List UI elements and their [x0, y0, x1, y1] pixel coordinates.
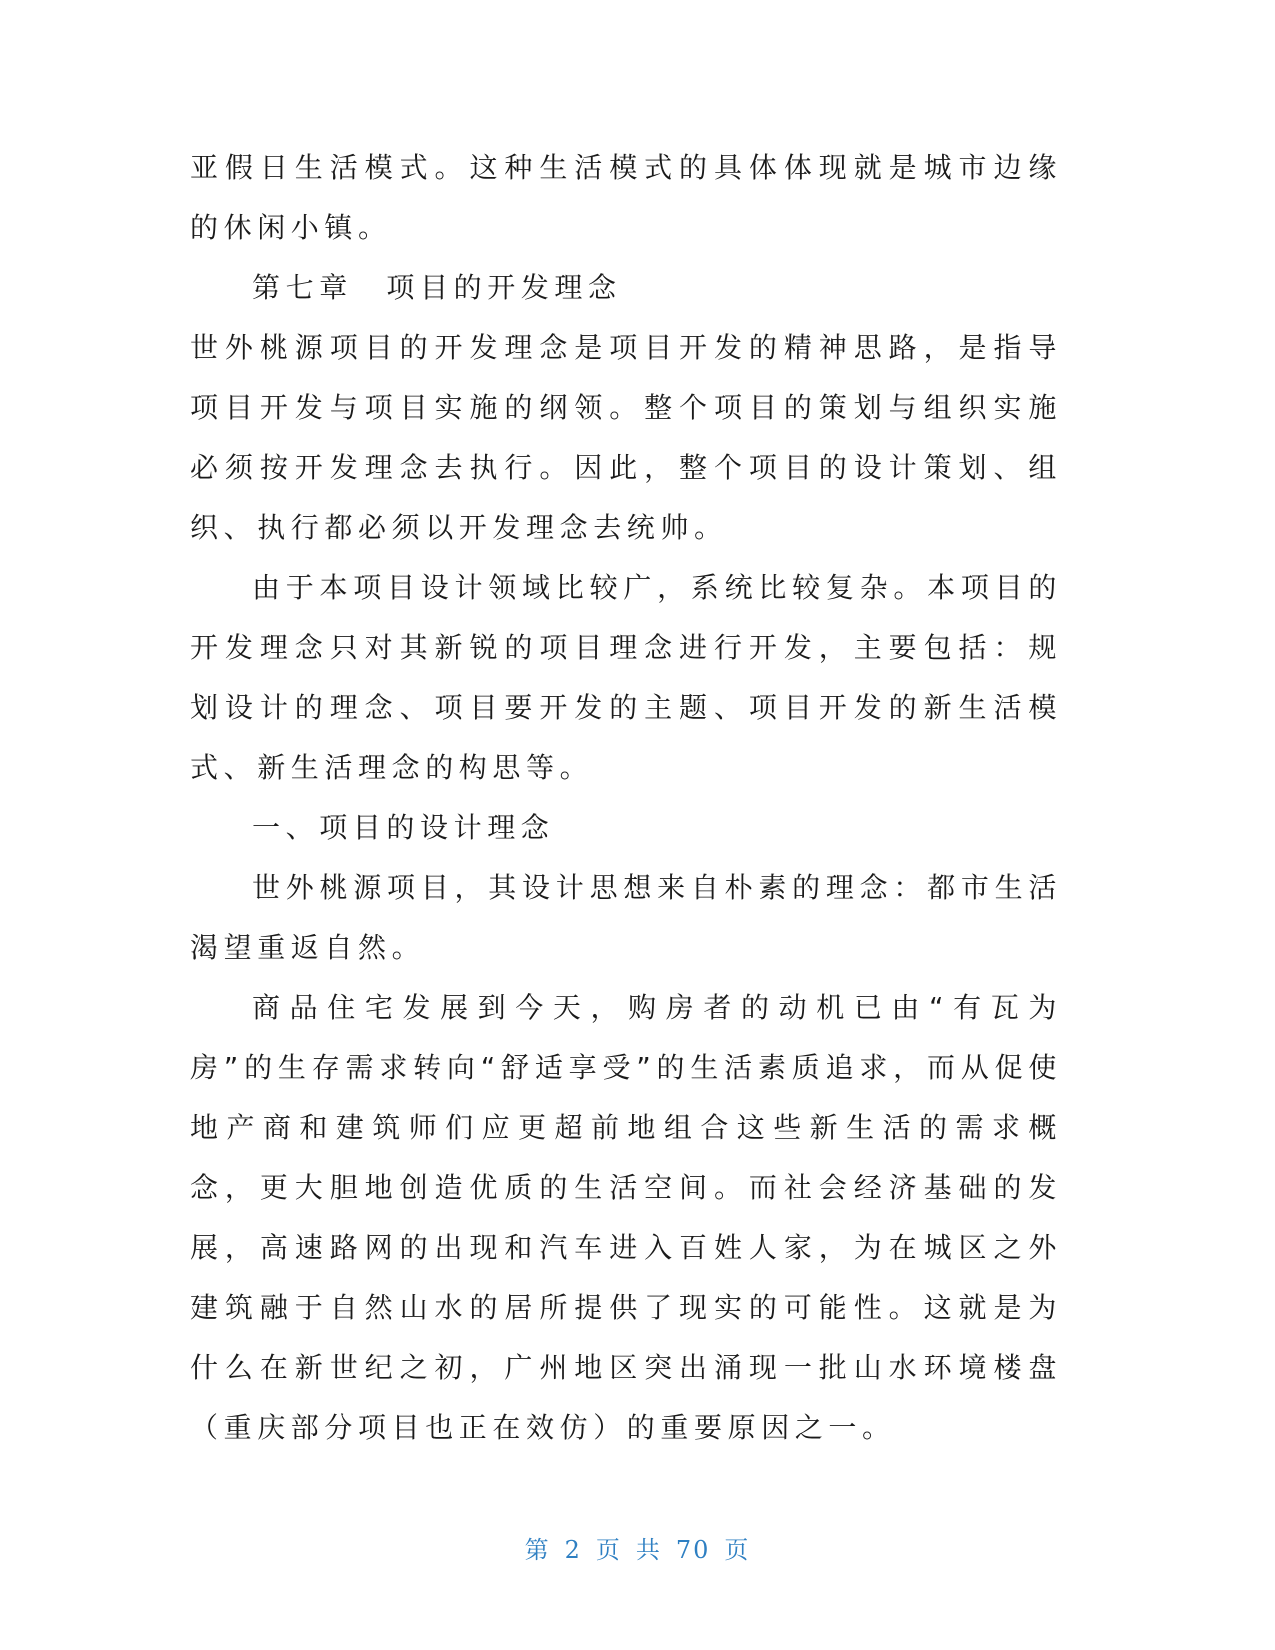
paragraph-intro-continued: 亚假日生活模式。这种生活模式的具体体现就是城市边缘的休闲小镇。 [190, 151, 1062, 244]
paragraph-scope: 由于本项目设计领域比较广，系统比较复杂。本项目的开发理念只对其新锐的项目理念进行开发，主要包括：规划设计的理念、项目要开发的主题、项目开发的新生活模式、新生活理念的构思等。 [190, 571, 1062, 784]
footer-page-unit: 页 [595, 1536, 622, 1564]
section-heading-design-concept: 一、项目的设计理念 [252, 811, 555, 844]
footer-current-page: 2 [564, 1536, 582, 1564]
footer-prefix: 第 [524, 1536, 551, 1564]
paragraph-design-idea: 世外桃源项目，其设计思想来自朴素的理念：都市生活渴望重返自然。 [190, 871, 1062, 964]
chapter-heading: 第七章 项目的开发理念 [252, 271, 622, 304]
paragraph-housing-development: 商品住宅发展到今天，购房者的动机已由“有瓦为房”的生存需求转向“舒适享受”的生活素质追求，而从促使地产商和建筑师们应更超前地组合这些新生活的需求概念，更大胆地创造优质的生活空间。而社会经济基础的发展，高速路网的出现和汽车进入百姓人家，为在城区之外建筑融于自然山水的居所提供了现实的可能性。这就是为什么在新世纪之初，广州地区突出涌现一批山水环境楼盘（重庆部分项目也正在效仿）的重要原因之一。 [190, 991, 1062, 1444]
document-body [190, 138, 1062, 1458]
page-footer [0, 1530, 1275, 1565]
paragraph-development-concept: 世外桃源项目的开发理念是项目开发的精神思路，是指导项目开发与项目实施的纲领。整个项目的策划与组织实施必须按开发理念去执行。因此，整个项目的设计策划、组织、执行都必须以开发理念去统帅。 [190, 331, 1062, 544]
footer-total-pages: 70 [675, 1536, 711, 1564]
footer-total-label: 共 [635, 1536, 662, 1564]
footer-suffix: 页 [724, 1536, 751, 1564]
